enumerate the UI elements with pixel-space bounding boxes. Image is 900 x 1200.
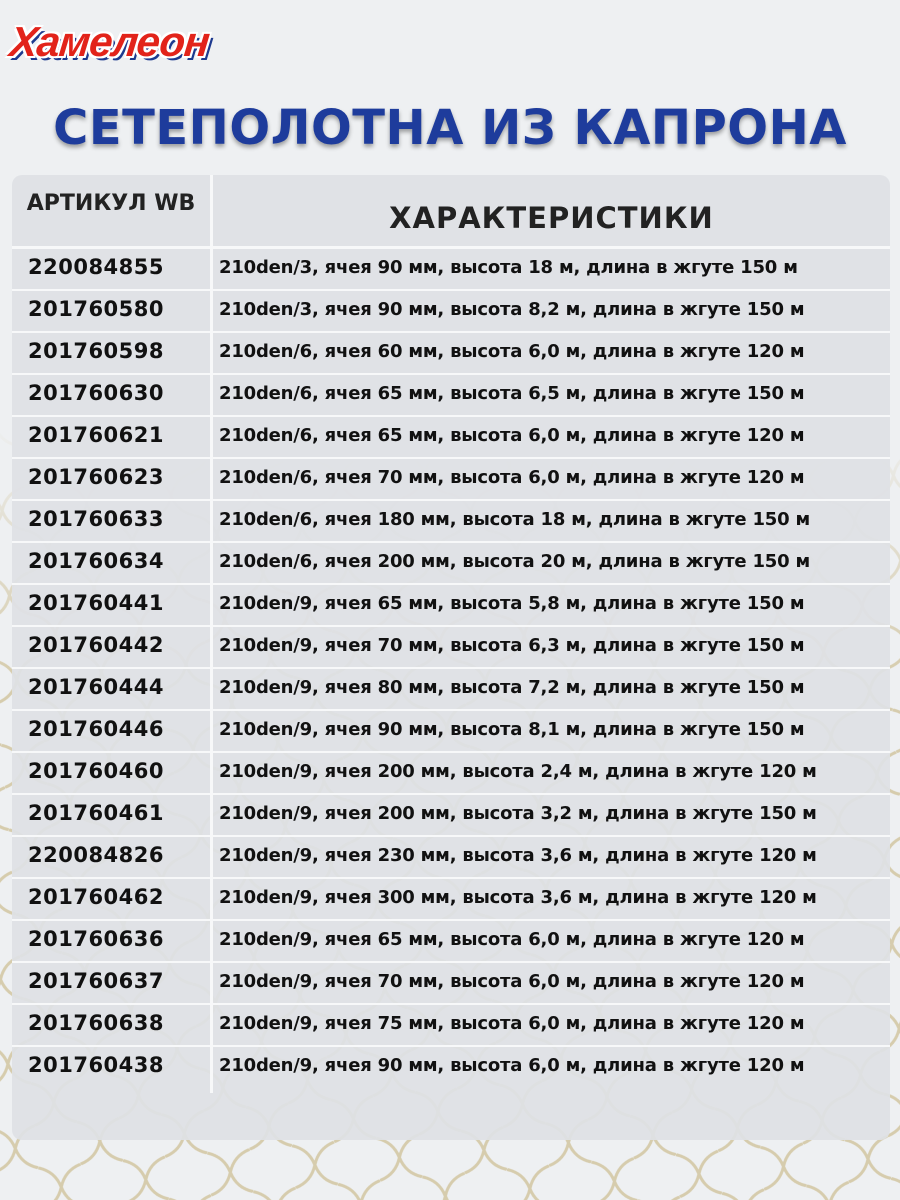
table-row <box>12 1047 890 1089</box>
specs-cell: 210den/9, ячея 70 мм, высота 6,3 м, длина в жгуте 150 м <box>219 635 805 656</box>
article-cell: 201760462 <box>28 885 165 909</box>
article-cell: 201760636 <box>28 927 165 951</box>
specs-cell: 210den/6, ячея 65 мм, высота 6,0 м, длина в жгуте 120 м <box>219 425 805 446</box>
specs-cell: 210den/9, ячея 230 мм, высота 3,6 м, длина в жгуте 120 м <box>219 845 817 866</box>
table-row <box>12 1005 890 1047</box>
specs-cell: 210den/9, ячея 300 мм, высота 3,6 м, длина в жгуте 120 м <box>219 887 817 908</box>
article-cell: 201760598 <box>28 339 165 363</box>
specs-cell: 210den/9, ячея 80 мм, высота 7,2 м, длина в жгуте 150 м <box>219 677 805 698</box>
table-row <box>12 543 890 585</box>
article-cell: 201760460 <box>28 759 165 783</box>
specs-cell: 210den/6, ячея 180 мм, высота 18 м, длина в жгуте 150 м <box>219 509 811 530</box>
article-cell: 201760621 <box>28 423 165 447</box>
table-body <box>12 249 890 1089</box>
table-row <box>12 837 890 879</box>
brand-logo: Хамелеон <box>7 18 212 65</box>
table-row <box>12 375 890 417</box>
article-cell: 220084855 <box>28 255 165 279</box>
table-row <box>12 669 890 711</box>
specs-cell: 210den/6, ячея 200 мм, высота 20 м, длина в жгуте 150 м <box>219 551 811 572</box>
table-row <box>12 249 890 291</box>
article-cell: 201760461 <box>28 801 165 825</box>
table-row <box>12 627 890 669</box>
table-row <box>12 459 890 501</box>
table-row <box>12 795 890 837</box>
table-row <box>12 501 890 543</box>
table-row <box>12 963 890 1005</box>
article-cell: 201760630 <box>28 381 165 405</box>
article-cell: 220084826 <box>28 843 165 867</box>
specs-cell: 210den/3, ячея 90 мм, высота 8,2 м, длина в жгуте 150 м <box>219 299 805 320</box>
table-row <box>12 921 890 963</box>
specs-cell: 210den/9, ячея 70 мм, высота 6,0 м, длина в жгуте 120 м <box>219 971 805 992</box>
specs-cell: 210den/9, ячея 200 мм, высота 3,2 м, длина в жгуте 150 м <box>219 803 817 824</box>
page-title: СЕТЕПОЛОТНА ИЗ КАПРОНА <box>53 100 847 156</box>
header-article: АРТИКУЛ WB <box>26 191 196 216</box>
table-row <box>12 711 890 753</box>
article-cell: 201760442 <box>28 633 165 657</box>
specs-cell: 210den/9, ячея 90 мм, высота 6,0 м, длина в жгуте 120 м <box>219 1055 805 1076</box>
table-row <box>12 879 890 921</box>
article-cell: 201760441 <box>28 591 165 615</box>
table-row <box>12 585 890 627</box>
article-cell: 201760634 <box>28 549 165 573</box>
article-cell: 201760446 <box>28 717 165 741</box>
article-cell: 201760623 <box>28 465 165 489</box>
specs-cell: 210den/6, ячея 65 мм, высота 6,5 м, длина в жгуте 150 м <box>219 383 805 404</box>
specs-cell: 210den/9, ячея 200 мм, высота 2,4 м, длина в жгуте 120 м <box>219 761 817 782</box>
article-cell: 201760438 <box>28 1053 165 1077</box>
specs-cell: 210den/9, ячея 90 мм, высота 8,1 м, длина в жгуте 150 м <box>219 719 805 740</box>
specs-cell: 210den/9, ячея 65 мм, высота 5,8 м, длина в жгуте 150 м <box>219 593 805 614</box>
specs-cell: 210den/9, ячея 75 мм, высота 6,0 м, длина в жгуте 120 м <box>219 1013 805 1034</box>
article-cell: 201760637 <box>28 969 165 993</box>
table-row <box>12 333 890 375</box>
article-cell: 201760633 <box>28 507 165 531</box>
product-table <box>12 175 890 1140</box>
header-specs: ХАРАКТЕРИСТИКИ <box>389 201 714 235</box>
specs-cell: 210den/6, ячея 70 мм, высота 6,0 м, длина в жгуте 120 м <box>219 467 805 488</box>
specs-cell: 210den/9, ячея 65 мм, высота 6,0 м, длина в жгуте 120 м <box>219 929 805 950</box>
article-cell: 201760580 <box>28 297 165 321</box>
specs-cell: 210den/6, ячея 60 мм, высота 6,0 м, длина в жгуте 120 м <box>219 341 805 362</box>
specs-cell: 210den/3, ячея 90 мм, высота 18 м, длина в жгуте 150 м <box>219 257 798 278</box>
table-row <box>12 753 890 795</box>
table-row <box>12 291 890 333</box>
table-row <box>12 417 890 459</box>
article-cell: 201760444 <box>28 675 165 699</box>
article-cell: 201760638 <box>28 1011 165 1035</box>
